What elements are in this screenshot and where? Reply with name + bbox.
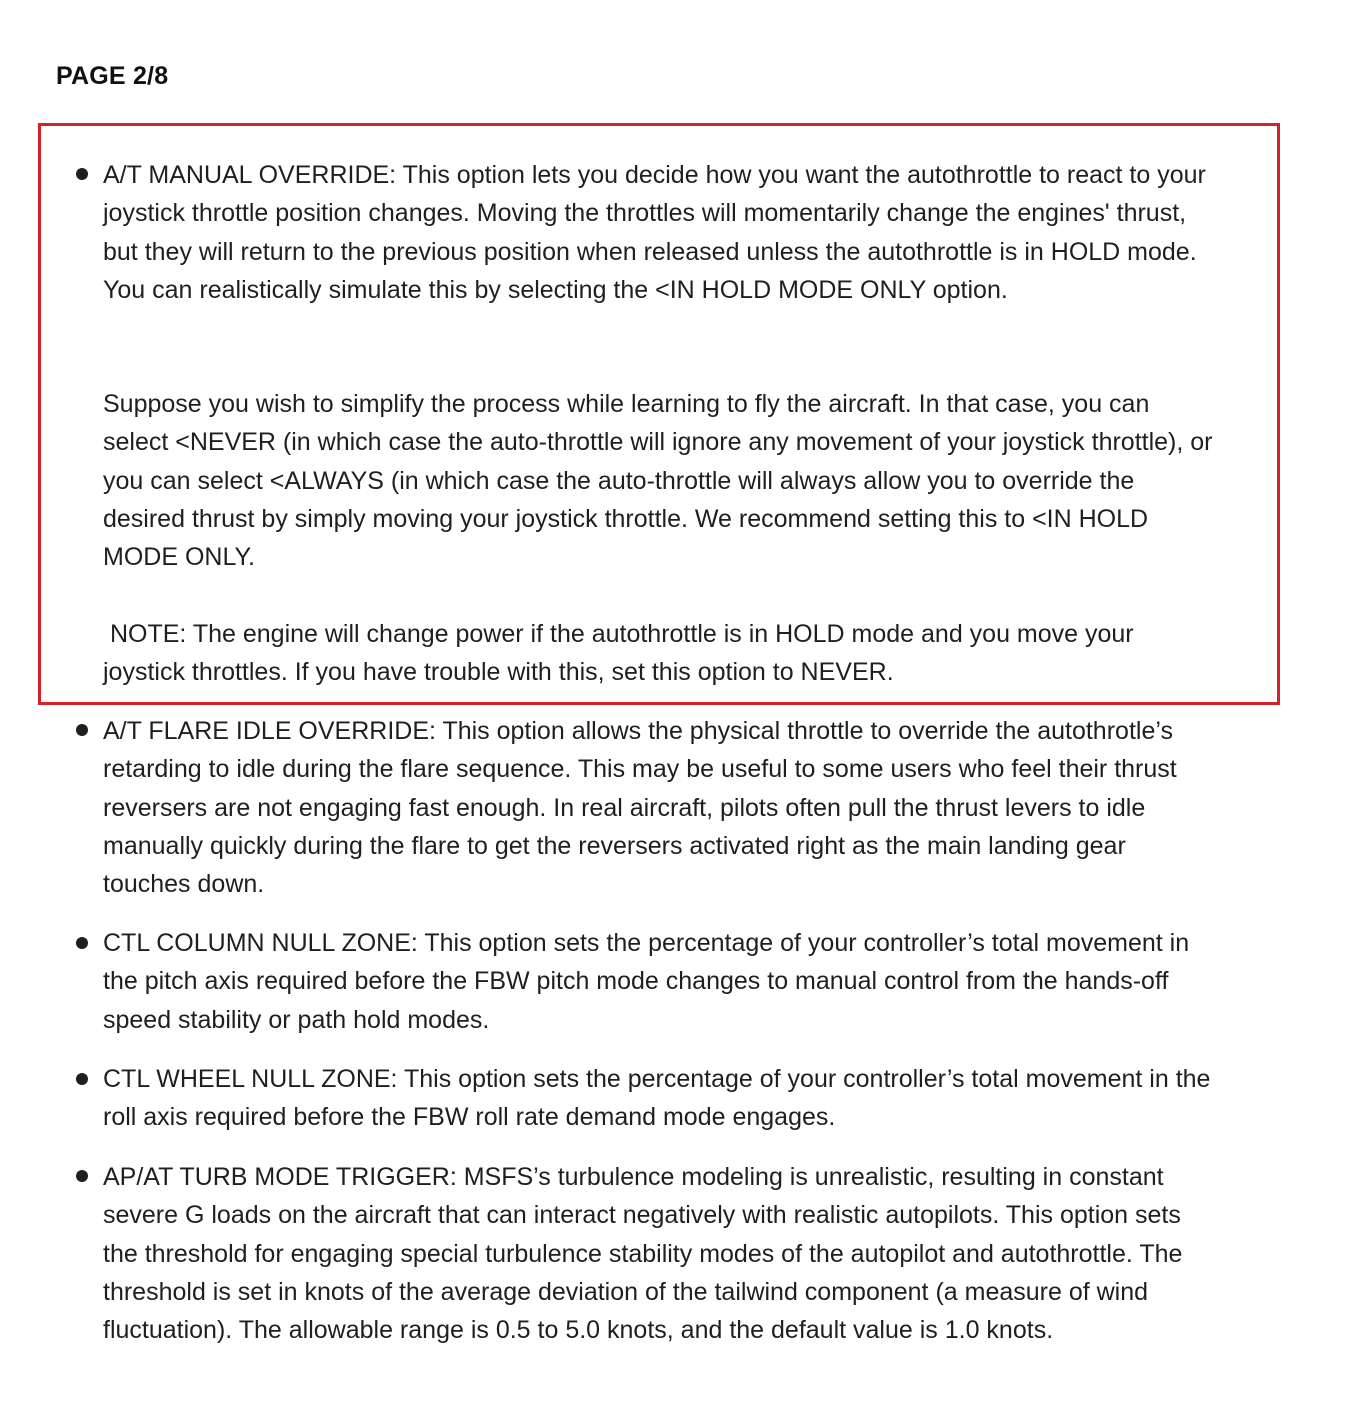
at-manual-override-text: A/T MANUAL OVERRIDE: This option lets you decide how you want the autothrottle to react to your joystick throttle position changes. Moving the throttles will momentarily change the engines' thrust, but they will return to the previous position when released unless the autothrottle is in HOLD mode. You can realistically simulate this by selecting the <IN HOLD MODE ONLY option. bbox=[103, 161, 1206, 304]
page-title: PAGE 2/8 bbox=[56, 62, 169, 90]
bullet-icon bbox=[76, 1170, 88, 1182]
bullet-icon bbox=[76, 937, 88, 949]
bullet-icon bbox=[76, 168, 88, 180]
bullet-icon bbox=[76, 724, 88, 736]
ctl-column-null-zone-text: CTL COLUMN NULL ZONE: This option sets the percentage of your controller’s total movement in the pitch axis required before the FBW pitch mode changes to manual control from the hands-off speed stability or path hold modes. bbox=[103, 929, 1190, 1034]
ctl-wheel-null-zone-text: CTL WHEEL NULL ZONE: This option sets the percentage of your controller’s total movement in the roll axis required before the FBW roll rate demand mode engages. bbox=[103, 1065, 1211, 1132]
at-manual-override-note-text: NOTE: The engine will change power if the autothrottle is in HOLD mode and you move your joystick throttles. If you have trouble with this, set this option to NEVER. bbox=[103, 620, 1141, 687]
bullet-icon bbox=[76, 1073, 88, 1085]
at-flare-idle-override-text: A/T FLARE IDLE OVERRIDE: This option allows the physical throttle to override the autothrotle’s retarding to idle during the flare sequence. This may be useful to some users who feel their thrust reversers are not engaging fast enough. In real aircraft, pilots often pull the thrust levers to idle manually quickly during the flare to get the reversers activated right as the main landing gear touches down. bbox=[103, 717, 1177, 899]
at-manual-override-suppose-text: Suppose you wish to simplify the process while learning to fly the aircraft. In that case, you can select <NEVER (in which case the auto-throttle will ignore any movement of your joystick throttle), or you can select <ALWAYS (in which case the auto-throttle will always allow you to override the desired thrust by simply moving your joystick throttle. We recommend setting this to <IN HOLD MODE ONLY. bbox=[103, 390, 1213, 572]
ap-at-turb-mode-trigger-text: AP/AT TURB MODE TRIGGER: MSFS’s turbulence modeling is unrealistic, resulting in constant severe G loads on the aircraft that can interact negatively with realistic autopilots. This option sets the threshold for engaging special turbulence stability modes of the autopilot and autothrottle. The threshold is set in knots of the average deviation of the tailwind component (a measure of wind fluctuation). The allowable range is 0.5 to 5.0 knots, and the default value is 1.0 knots. bbox=[103, 1163, 1183, 1345]
